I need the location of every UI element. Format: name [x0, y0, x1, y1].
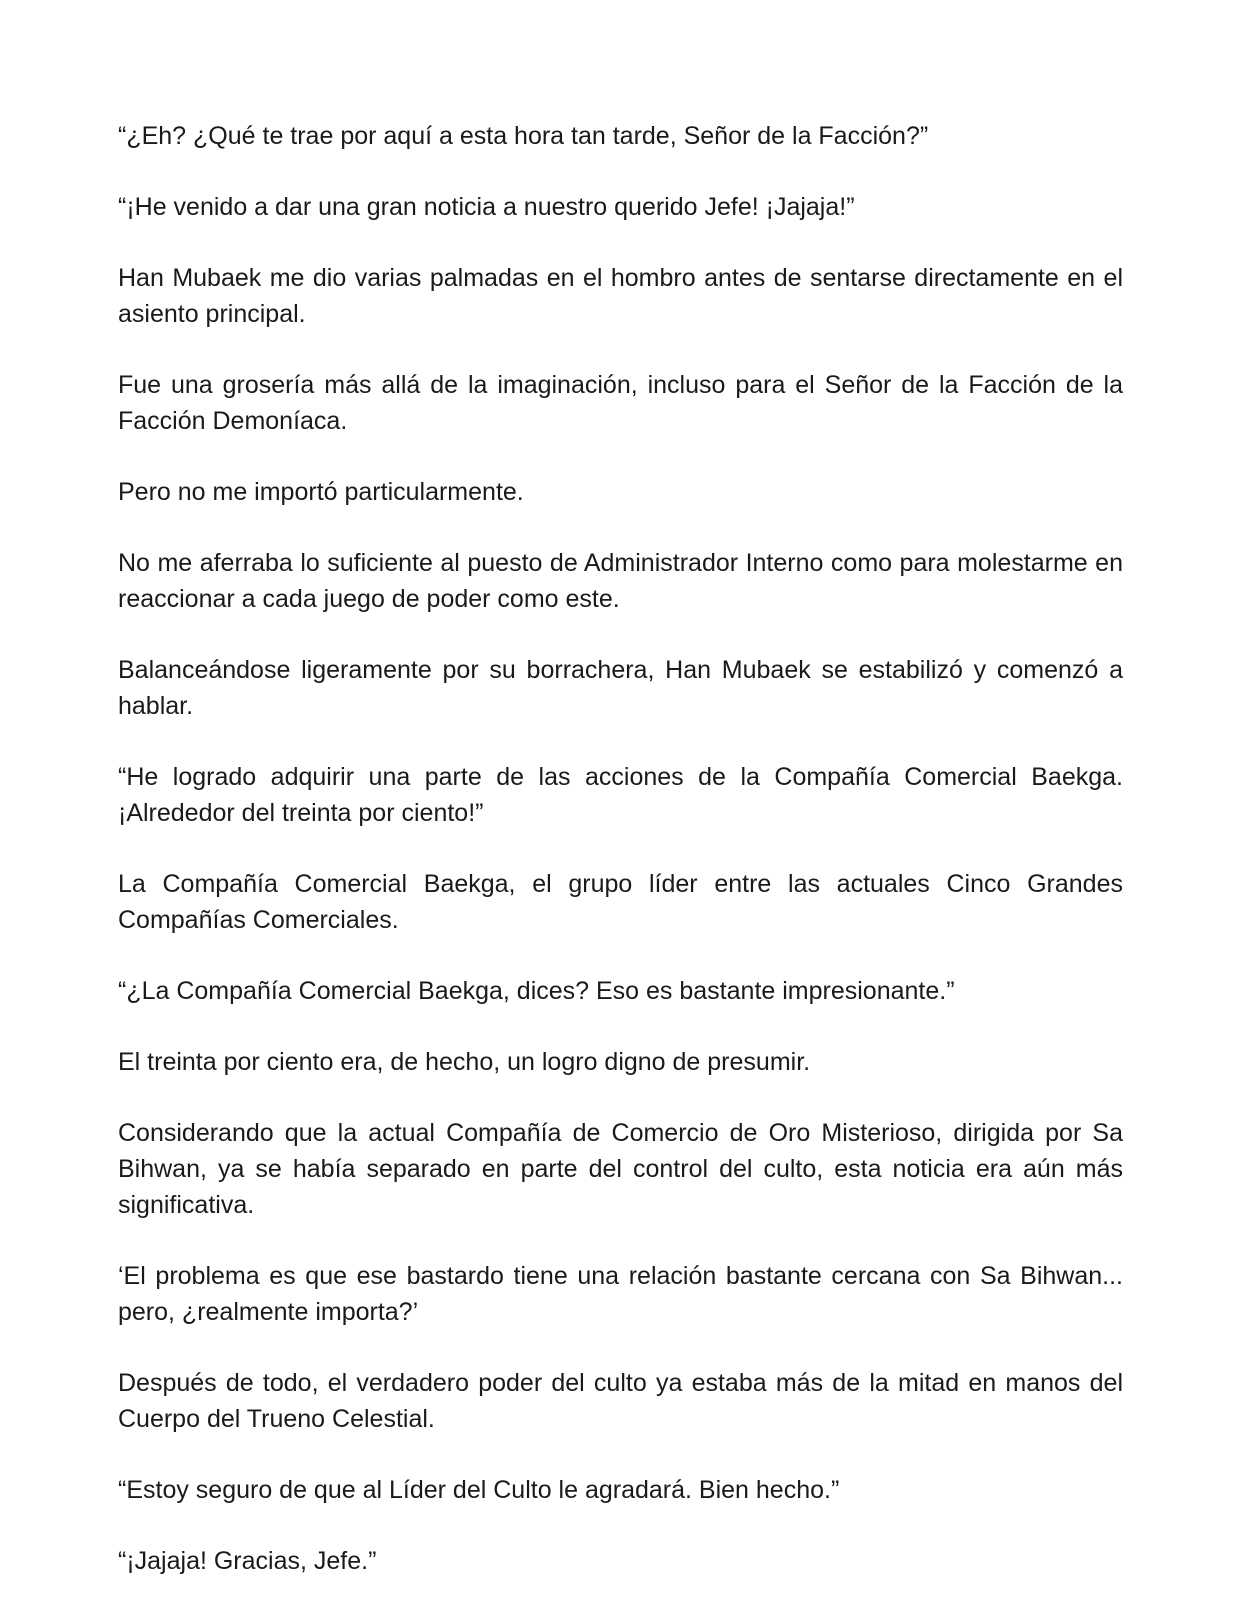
- paragraph: Después de todo, el verdadero poder del culto ya estaba más de la mitad en manos del Cuerpo del Trueno Celestial.: [118, 1369, 1123, 1433]
- paragraph: Fue una grosería más allá de la imaginación, incluso para el Señor de la Facción de la Facción Demoníaca.: [118, 371, 1123, 435]
- document-body: [118, 118, 1123, 1579]
- paragraph: Considerando que la actual Compañía de Comercio de Oro Misterioso, dirigida por Sa Bihwan, ya se había separado en parte del control del culto, esta noticia era aún más significativa.: [118, 1119, 1123, 1219]
- paragraph: No me aferraba lo suficiente al puesto de Administrador Interno como para molestarme en reaccionar a cada juego de poder como este.: [118, 549, 1123, 613]
- paragraph: Han Mubaek me dio varias palmadas en el hombro antes de sentarse directamente en el asiento principal.: [118, 264, 1123, 328]
- paragraph: La Compañía Comercial Baekga, el grupo líder entre las actuales Cinco Grandes Compañías Comerciales.: [118, 870, 1123, 934]
- paragraph: “¿La Compañía Comercial Baekga, dices? Eso es bastante impresionante.”: [118, 977, 955, 1005]
- paragraph: “¡Jajaja! Gracias, Jefe.”: [118, 1547, 377, 1575]
- paragraph: El treinta por ciento era, de hecho, un logro digno de presumir.: [118, 1048, 811, 1076]
- paragraph: “¡He venido a dar una gran noticia a nuestro querido Jefe! ¡Jajaja!”: [118, 193, 855, 221]
- paragraph: “¿Eh? ¿Qué te trae por aquí a esta hora tan tarde, Señor de la Facción?”: [118, 122, 929, 150]
- paragraph: “Estoy seguro de que al Líder del Culto le agradará. Bien hecho.”: [118, 1476, 840, 1504]
- paragraph: “He logrado adquirir una parte de las acciones de la Compañía Comercial Baekga. ¡Alrededor del treinta por ciento!”: [118, 763, 1123, 827]
- paragraph: Balanceándose ligeramente por su borrachera, Han Mubaek se estabilizó y comenzó a hablar.: [118, 656, 1123, 720]
- paragraph: ‘El problema es que ese bastardo tiene una relación bastante cercana con Sa Bihwan... pero, ¿realmente importa?’: [118, 1262, 1123, 1326]
- paragraph: Pero no me importó particularmente.: [118, 478, 524, 506]
